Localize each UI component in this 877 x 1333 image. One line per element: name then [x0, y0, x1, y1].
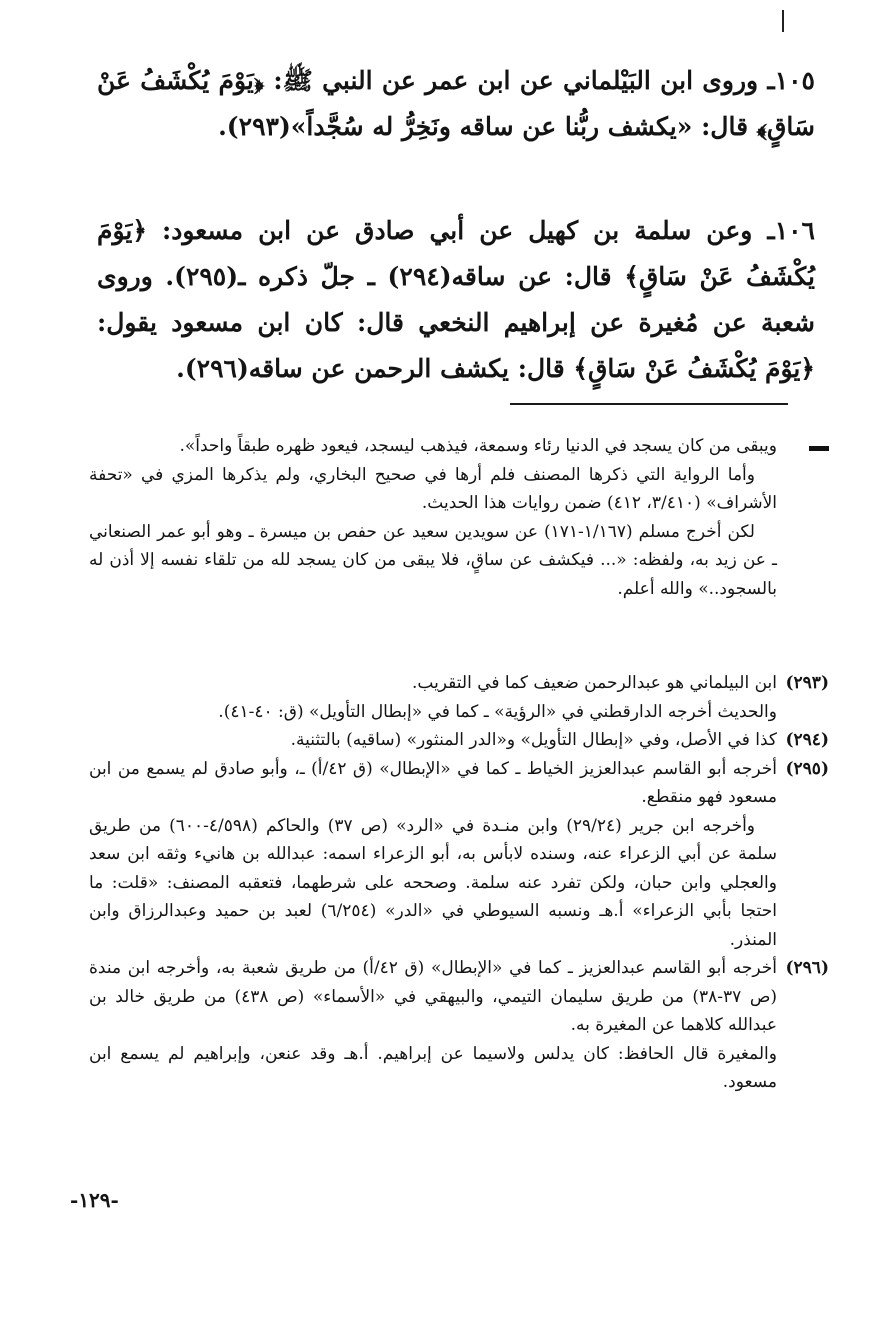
footnote-text: أخرجه أبو القاسم عبدالعزيز ـ كما في «الإبطال» (ق ٤٢/أ) من طريق شعبة به، وأخرجه ابن مندة (ص ٣٧-٣٨) من طريق سليمان التيمي، والبيهقي في «الأسماء» (ص ٤٣٨) من طريق خالد بن عبدالله كلاهما عن المغيرة به. [89, 958, 778, 1035]
continuation-dash [777, 432, 829, 461]
paragraph-105 [97, 58, 815, 150]
paragraph-106 [97, 208, 815, 392]
continuation-line: ويبقى من كان يسجد في الدنيا رئاء وسمعة، فيذهب ليسجد، فيعود ظهره طبقاً واحداً». [179, 436, 777, 456]
footnotes [89, 669, 829, 1097]
footnote-text: والحديث أخرجه الدارقطني في «الرؤية» ـ كما في «إبطال التأويل» (ق: ٤٠-٤١). [218, 701, 777, 722]
footnote-number: (٢٩٥) [785, 758, 829, 779]
footnote-295 [89, 755, 829, 955]
footnote-text: ابن البيلماني هو عبدالرحمن ضعيف كما في التقريب. [411, 673, 777, 693]
footnote-text: أخرجه أبو القاسم عبدالعزيز الخياط ـ كما في «الإبطال» (ق ٤٢/أ) ـ، وأبو صادق لم يسمع من ابن مسعود فهو منقطع. [89, 758, 777, 807]
paragraph-105-text: ١٠٥ـ وروى ابن البَيْلماني عن ابن عمر عن النبي ﷺ: ﴿يَوْمَ يُكْشَفُ عَنْ سَاقٍ﴾ قال: «يكشف ربُّنا عن ساقه ونَخِرُّ له سُجَّداً»(٢٩٣). [97, 66, 815, 141]
footnote-number: (٢٩٦) [785, 958, 829, 978]
footnote-293 [89, 669, 829, 726]
footnote-separator [510, 403, 788, 405]
continuation-line: وأما الرواية التي ذكرها المصنف فلم أرها في صحيح البخاري، ولم يذكرها المزي في «تحفة الأشراف» (٣/٤١٠، ٤١٢) ضمن روايات هذا الحديث. [89, 464, 777, 513]
footnote-294 [89, 726, 829, 755]
footnote-text: والمغيرة قال الحافظ: كان يدلس ولاسيما عن إبراهيم. أ.هـ وقد عنعن، وإبراهيم لم يسمع ابن مسعود. [89, 1043, 777, 1092]
footnote-296 [89, 954, 829, 1097]
footnote-number: (٢٩٣) [785, 673, 829, 693]
page-number: -١٢٩- [70, 1188, 119, 1212]
paragraph-106-text: ١٠٦ـ وعن سلمة بن كهيل عن أبي صادق عن ابن مسعود: ﴿يَوْمَ يُكْشَفُ عَنْ سَاقٍ﴾ قال: عن ساقه(٢٩٤) ـ جلّ ذكره ـ(٢٩٥). وروى شعبة عن مُغيرة عن إبراهيم النخعي قال: كان ابن مسعود يقول: ﴿يَوْمَ يُكْشَفُ عَنْ سَاقٍ﴾ قال: يكشف الرحمن عن ساقه(٢٩٦). [97, 216, 815, 383]
footnote-text: كذا في الأصل، وفي «إبطال التأويل» و«الدر المنثور» (ساقيه) بالتثنية. [290, 730, 777, 750]
footnote-continuation [89, 432, 829, 603]
footnote-text: وأخرجه ابن جرير (٢٩/٢٤) وابن منـدة في «الرد» (ص ٣٧) والحاكم (٤/٥٩٨-٦٠٠) من طريق سلمة عن أبي الزعراء عنه، وسنده لابأس به، أبو الزعراء اسمه: عبدالله بن هانيء وثقه ابن سعد والعجلي وابن حبان، ولكن تفرد عنه سلمة. وصححه على شرطهما، فتعقبه المصنف: «قلت: ما احتجا بأبي الزعراء» أ.هـ ونسبه السيوطي في «الدر» (٦/٢٥٤) لعبد بن حميد وعبدالرزاق وابن المنذر. [89, 815, 777, 950]
continuation-line: لكن أخرج مسلم (١/١٦٧-١٧١) عن سويدين سعيد عن حفص بن ميسرة ـ وهو أبو عمر الصنعاني ـ عن زيد به، ولفظه: «... فيكشف عن ساقٍ، فلا يبقى من كان يسجد لله من تلقاء نفسه إلا أذن له بالسجود..» والله أعلم. [89, 521, 777, 599]
footnote-number: (٢٩٤) [785, 730, 829, 750]
top-margin-mark [782, 10, 784, 32]
